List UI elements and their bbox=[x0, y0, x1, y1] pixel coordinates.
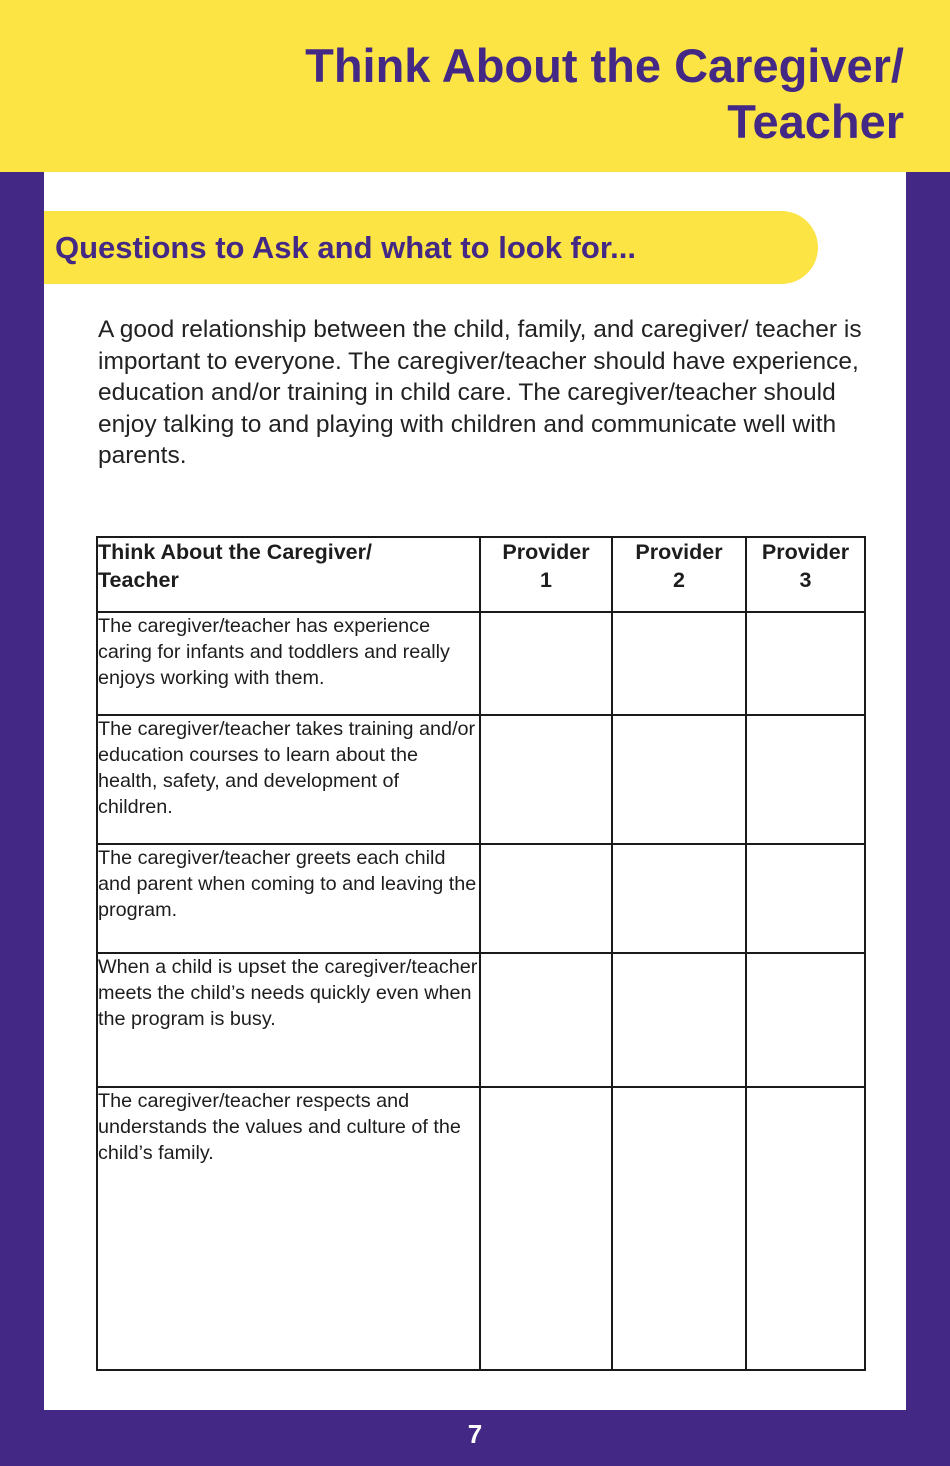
intro-paragraph: A good relationship between the child, family, and caregiver/ teacher is important to everyone. The caregiver/teacher should have experience, education and/or training in child care. The caregiver/teacher should enjoy talking to and playing with children and communicate well with parents. bbox=[98, 316, 862, 469]
provider-1-header bbox=[480, 537, 612, 612]
page-number: 7 bbox=[467, 1419, 483, 1449]
provider-3-header bbox=[746, 537, 865, 612]
provider-2-answer-cell[interactable] bbox=[612, 715, 746, 844]
provider-1-answer-cell[interactable] bbox=[480, 844, 612, 953]
provider-2-answer-cell[interactable] bbox=[612, 953, 746, 1087]
question-header-line1: Think About the Caregiver/ bbox=[98, 540, 372, 564]
caregiver-checklist-table bbox=[96, 536, 866, 1371]
page-title-line1: Think About the Caregiver/ bbox=[305, 39, 904, 92]
question-cell: When a child is upset the caregiver/teacher meets the child’s needs quickly even when the program is busy. bbox=[97, 953, 480, 1087]
table-row bbox=[97, 1087, 865, 1370]
page-title-line2: Teacher bbox=[727, 95, 904, 148]
provider-1-answer-cell[interactable] bbox=[480, 1087, 612, 1370]
provider-3-answer-cell[interactable] bbox=[746, 844, 865, 953]
provider-3-answer-cell[interactable] bbox=[746, 612, 865, 715]
provider-1-answer-cell[interactable] bbox=[480, 953, 612, 1087]
provider-3-answer-cell[interactable] bbox=[746, 953, 865, 1087]
provider-1-label: Provider bbox=[502, 540, 590, 564]
provider-1-answer-cell[interactable] bbox=[480, 612, 612, 715]
question-cell: The caregiver/teacher respects and understands the values and culture of the child’s family. bbox=[97, 1087, 480, 1370]
provider-2-answer-cell[interactable] bbox=[612, 1087, 746, 1370]
provider-2-header bbox=[612, 537, 746, 612]
provider-2-answer-cell[interactable] bbox=[612, 844, 746, 953]
provider-2-label: Provider bbox=[635, 540, 723, 564]
provider-1-number: 1 bbox=[540, 568, 552, 592]
provider-2-answer-cell[interactable] bbox=[612, 612, 746, 715]
provider-3-answer-cell[interactable] bbox=[746, 715, 865, 844]
provider-2-number: 2 bbox=[673, 568, 685, 592]
question-cell: The caregiver/teacher takes training and/or education courses to learn about the health, safety, and development of children. bbox=[97, 715, 480, 844]
table-header-row bbox=[97, 537, 865, 612]
question-header-line2: Teacher bbox=[98, 568, 179, 592]
table-row bbox=[97, 844, 865, 953]
provider-3-number: 3 bbox=[799, 568, 812, 592]
table-row bbox=[97, 953, 865, 1087]
provider-1-answer-cell[interactable] bbox=[480, 715, 612, 844]
table-row bbox=[97, 715, 865, 844]
page-title bbox=[144, 38, 904, 150]
provider-3-answer-cell[interactable] bbox=[746, 1087, 865, 1370]
question-cell: The caregiver/teacher greets each child and parent when coming to and leaving the program. bbox=[97, 844, 480, 953]
section-heading: Questions to Ask and what to look for... bbox=[55, 230, 637, 265]
table-row bbox=[97, 612, 865, 715]
provider-3-label: Provider bbox=[761, 540, 850, 564]
question-cell: The caregiver/teacher has experience caring for infants and toddlers and really enjoys working with them. bbox=[97, 612, 480, 715]
question-column-header bbox=[97, 537, 480, 612]
